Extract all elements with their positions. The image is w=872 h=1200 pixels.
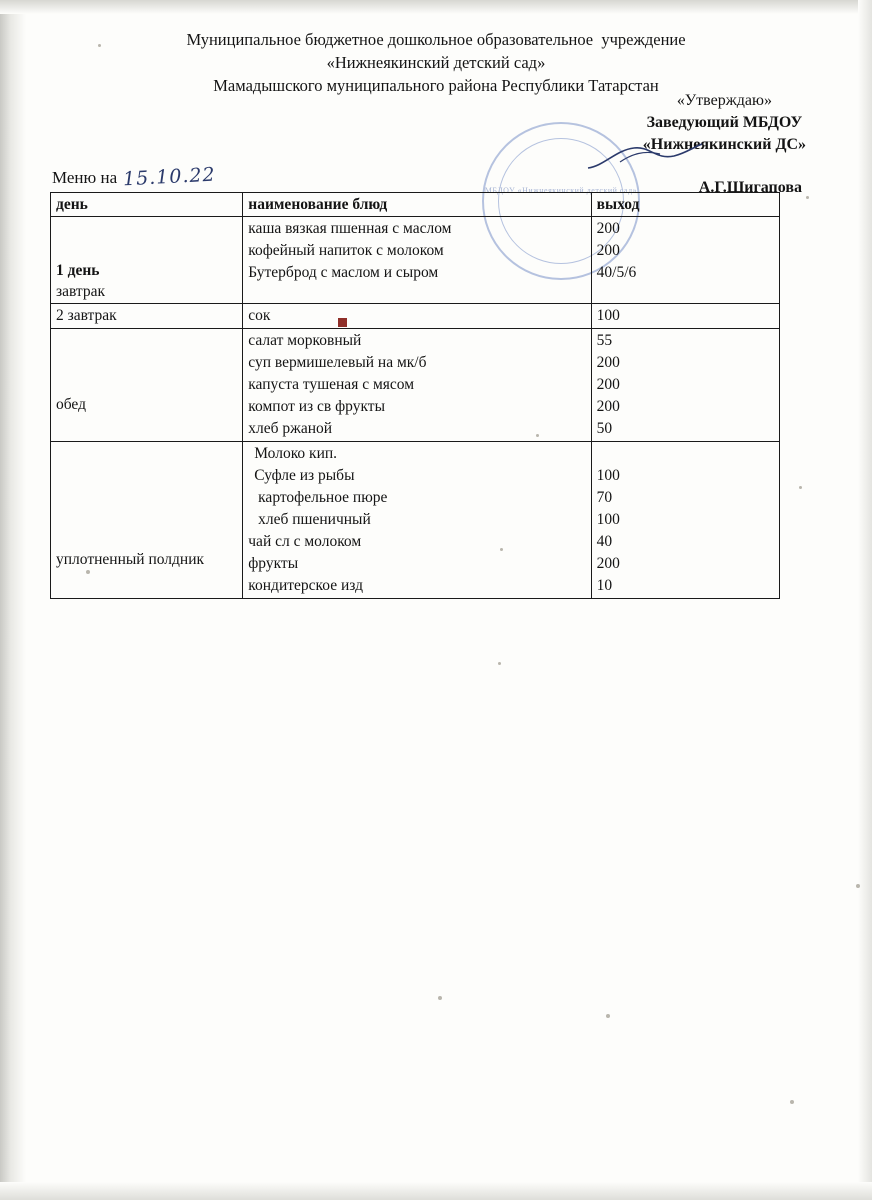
output-item: 200 (596, 555, 620, 572)
meal-day-label: 1 день (56, 262, 100, 279)
output-cell (591, 304, 779, 329)
table-header-row (51, 193, 780, 217)
column-header-day: день (51, 193, 243, 217)
dish-item: хлеб ржаной (248, 420, 333, 437)
column-header-dish: наименование блюд (243, 193, 591, 217)
dish-item: Бутерброд с маслом и сыром (248, 264, 439, 281)
output-item: 200 (596, 242, 620, 259)
approval-institution: «Нижнеякинский ДС» (642, 136, 806, 153)
scan-speck (790, 1100, 794, 1104)
output-item: 100 (596, 511, 620, 528)
scan-edge-top (0, 0, 872, 14)
dish-cell (243, 217, 591, 304)
output-item: 200 (596, 376, 620, 393)
dish-item: Молоко кип. (254, 445, 338, 462)
dish-item: суп вермишелевый на мк/б (248, 354, 427, 371)
dish-cell (243, 329, 591, 442)
output-item: 100 (596, 307, 620, 324)
scan-edge-bottom (0, 1182, 872, 1200)
table-row (51, 329, 780, 442)
output-item: 100 (596, 467, 620, 484)
output-item: 200 (596, 220, 620, 237)
approval-position: Заведующий МБДОУ (646, 114, 803, 131)
menu-label: Меню на (52, 168, 118, 187)
output-item: 200 (596, 354, 620, 371)
header-line-3: Мамадышского муниципального района Республики Татарстан (213, 76, 659, 95)
output-item: 70 (596, 489, 613, 506)
output-cell (591, 329, 779, 442)
stamp-text: МБДОУ «Нижнеякинский детский сад» (484, 186, 638, 195)
dish-cell (243, 304, 591, 329)
dish-item: капуста тушеная с мясом (248, 376, 415, 393)
output-item: 55 (596, 332, 613, 349)
table-row (51, 442, 780, 599)
menu-date-handwritten: 15.10.22 (122, 163, 217, 191)
scan-edge-right (858, 0, 872, 1200)
output-item: 40 (596, 533, 613, 550)
dish-item: сок (248, 307, 271, 324)
output-item: 200 (596, 398, 620, 415)
output-item: 10 (596, 577, 613, 594)
meal-name-label: обед (56, 396, 86, 413)
output-item (597, 443, 774, 465)
approval-word: «Утверждаю» (676, 92, 772, 109)
approval-signer-name: А.Г.Шигапова (698, 179, 802, 196)
dish-item: картофельное пюре (254, 489, 388, 506)
menu-date-line (52, 163, 217, 191)
scan-speck (498, 662, 501, 665)
scan-speck (438, 996, 442, 1000)
dish-item: каша вязкая пшенная с маслом (248, 220, 452, 237)
scan-edge-left (0, 0, 26, 1200)
dish-item: салат морковный (248, 332, 362, 349)
output-cell (591, 442, 779, 599)
output-item: 50 (596, 420, 613, 437)
dish-item: компот из св фрукты (248, 398, 385, 415)
document-header (0, 28, 872, 97)
meal-name-label: уплотненный полдник (56, 551, 205, 568)
meal-label-cell (51, 329, 243, 442)
dish-item: Суфле из рыбы (254, 467, 355, 484)
header-line-1: Муниципальное бюджетное дошкольное образовательное учреждение (186, 30, 686, 49)
scan-speck (606, 1014, 610, 1018)
meal-name-label: завтрак (56, 283, 106, 300)
table-row (51, 304, 780, 329)
dish-item: хлеб пшеничный (254, 511, 371, 528)
meal-label-cell (51, 304, 243, 329)
output-item: 40/5/6 (596, 264, 637, 281)
meal-label-cell (51, 442, 243, 599)
dish-item: фрукты (248, 555, 299, 572)
scan-speck (856, 884, 860, 888)
header-line-2: «Нижнеякинский детский сад» (326, 53, 546, 72)
dish-item: чай сл с молоком (248, 533, 362, 550)
meal-name-label: 2 завтрак (56, 307, 117, 324)
dish-item: кондитерское изд (248, 577, 363, 594)
table-row (51, 217, 780, 304)
scan-speck (806, 196, 809, 199)
column-header-output: выход (591, 193, 779, 217)
meal-label-cell (51, 217, 243, 304)
dish-cell (243, 442, 591, 599)
approval-block (643, 90, 806, 199)
output-cell (591, 217, 779, 304)
dish-item: кофейный напиток с молоком (248, 242, 444, 259)
menu-table (50, 192, 780, 599)
scan-speck (799, 486, 802, 489)
